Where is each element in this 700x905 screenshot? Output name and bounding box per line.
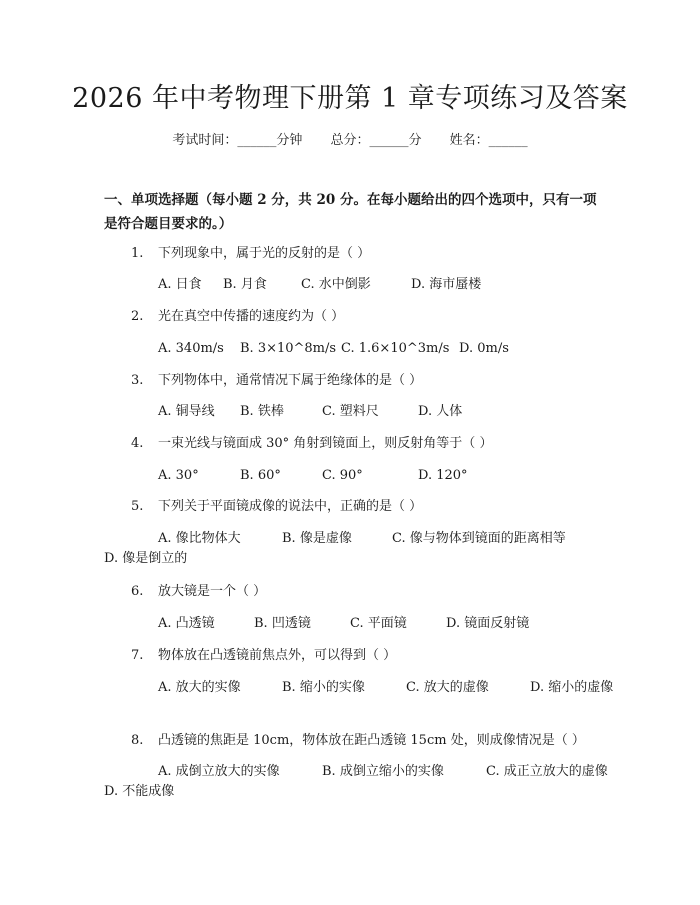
option-b: B. 像是虚像 <box>282 531 352 546</box>
question-text: 物体放在凸透镜前焦点外，可以得到（ ） <box>158 648 397 663</box>
option-a: A. 成倒立放大的实像 <box>158 764 280 779</box>
option-a: A. 铜导线 <box>158 404 215 419</box>
question-3-options <box>158 402 462 422</box>
option-a: A. 凸透镜 <box>158 616 215 631</box>
option-d: D. 0m/s <box>459 341 509 356</box>
question-number: 4. <box>131 436 144 451</box>
question-7-options <box>158 678 613 698</box>
option-c: C. 像与物体到镜面的距离相等 <box>392 531 566 546</box>
question-text: 光在真空中传播的速度约为（ ） <box>158 309 345 324</box>
question-5 <box>131 497 422 517</box>
question-6-options <box>158 614 529 634</box>
option-b: B. 缩小的实像 <box>282 680 365 695</box>
option-b: B. 月食 <box>223 277 267 292</box>
question-4 <box>131 434 492 454</box>
option-d: D. 镜面反射镜 <box>446 616 530 631</box>
option-d: D. 像是倒立的 <box>104 551 188 566</box>
option-d: D. 不能成像 <box>104 784 175 799</box>
option-d: D. 缩小的虚像 <box>530 680 614 695</box>
question-text: 放大镜是一个（ ） <box>158 584 267 599</box>
option-c: C. 放大的虚像 <box>406 680 489 695</box>
question-8-options-wrap <box>104 782 174 802</box>
question-number: 7. <box>131 648 144 663</box>
question-3 <box>131 371 422 391</box>
question-8-options <box>158 762 608 782</box>
question-text: 凸透镜的焦距是 10cm，物体放在距凸透镜 15cm 处，则成像情况是（ ） <box>158 733 585 748</box>
option-b: B. 成倒立缩小的实像 <box>322 764 444 779</box>
option-c: C. 成正立放大的虚像 <box>486 764 608 779</box>
section-heading: 一、单项选择题（每小题 2 分，共 20 分。在每小题给出的四个选项中，只有一项是符合题目要求的。） <box>104 192 597 232</box>
option-c: C. 平面镜 <box>350 616 407 631</box>
option-b: B. 凹透镜 <box>254 616 311 631</box>
option-a: A. 30° <box>158 468 199 483</box>
option-a: A. 340m/s <box>158 341 224 356</box>
question-4-options <box>158 466 468 486</box>
question-text: 下列物体中，通常情况下属于绝缘体的是（ ） <box>158 373 423 388</box>
option-c: C. 水中倒影 <box>301 277 371 292</box>
question-number: 3. <box>131 373 144 388</box>
question-2-options <box>158 339 509 359</box>
total-score-field: 总分：______分 <box>330 133 422 148</box>
question-6 <box>131 582 266 602</box>
option-d: D. 海市蜃楼 <box>411 277 482 292</box>
question-text: 下列现象中，属于光的反射的是（ ） <box>158 246 371 261</box>
option-d: D. 120° <box>418 468 468 483</box>
exam-time-field: 考试时间：______分钟 <box>172 133 303 148</box>
option-a: A. 放大的实像 <box>158 680 241 695</box>
exam-meta-line <box>0 131 700 151</box>
question-5-options-wrap <box>104 549 187 569</box>
option-d: D. 人体 <box>418 404 463 419</box>
question-number: 8. <box>131 733 144 748</box>
question-5-options <box>158 529 566 549</box>
page-title: 2026 年中考物理下册第 1 章专项练习及答案 <box>72 83 628 114</box>
option-c: C. 1.6×10^3m/s <box>341 341 450 356</box>
question-7 <box>131 646 396 666</box>
question-number: 5. <box>131 499 144 514</box>
question-1-options <box>158 275 481 295</box>
question-number: 6. <box>131 584 144 599</box>
student-name-field: 姓名：______ <box>449 133 528 148</box>
option-a: A. 像比物体大 <box>158 531 241 546</box>
option-b: B. 铁棒 <box>240 404 284 419</box>
option-b: B. 60° <box>240 468 281 483</box>
question-2 <box>131 307 344 327</box>
option-c: C. 塑料尺 <box>322 404 379 419</box>
question-text: 一束光线与镜面成 30° 角射到镜面上，则反射角等于（ ） <box>158 436 493 451</box>
option-c: C. 90° <box>322 468 363 483</box>
question-8 <box>131 731 585 751</box>
question-number: 1. <box>131 246 144 261</box>
option-b: B. 3×10^8m/s <box>240 341 337 356</box>
question-number: 2. <box>131 309 144 324</box>
question-text: 下列关于平面镜成像的说法中，正确的是（ ） <box>158 499 423 514</box>
option-a: A. 日食 <box>158 277 202 292</box>
question-1 <box>131 244 370 264</box>
